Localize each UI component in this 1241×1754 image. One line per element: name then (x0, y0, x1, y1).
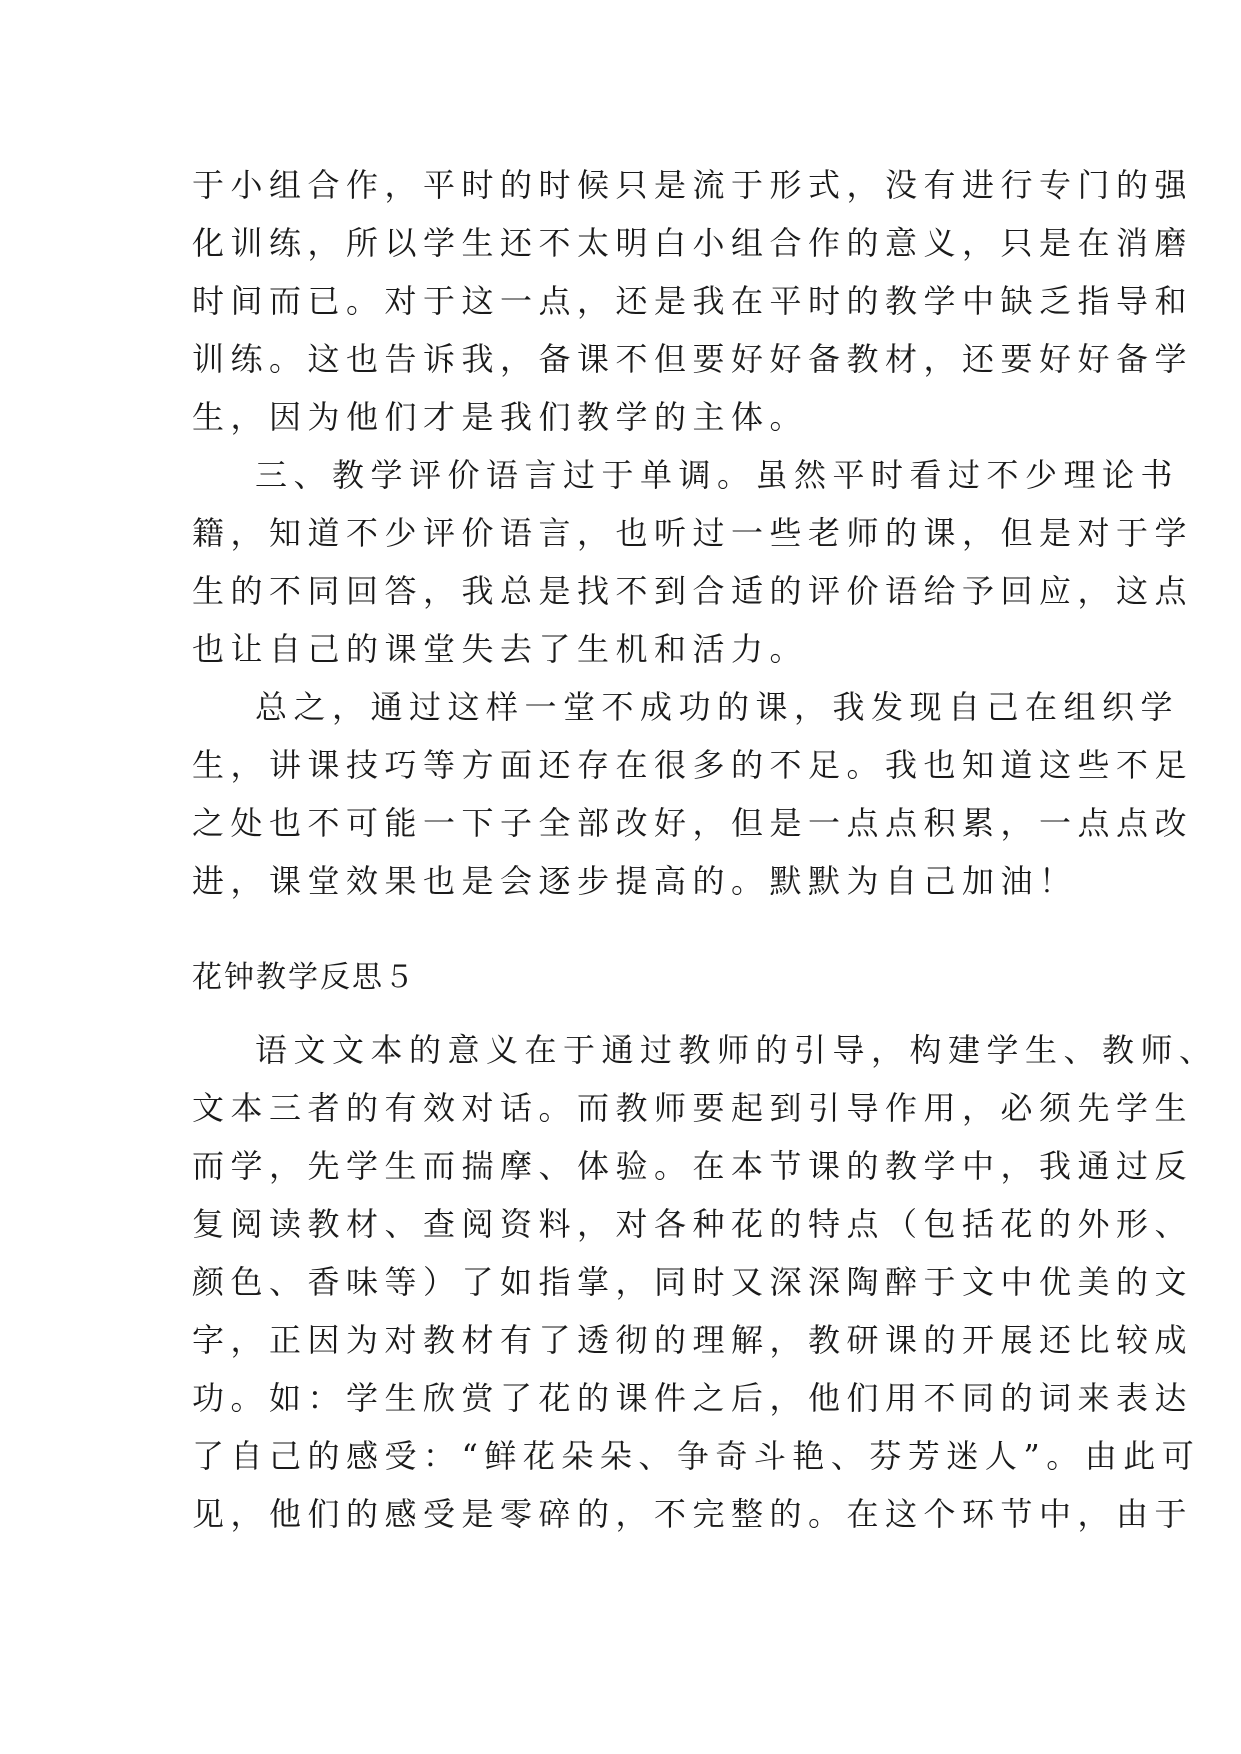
paragraph-line: 总之，通过这样一堂不成功的课，我发现自己在组织学 (255, 688, 1180, 726)
paragraph-line: 语文文本的意义在于通过教师的引导，构建学生、教师、 (255, 1031, 1218, 1069)
paragraph-line: 训练。这也告诉我，备课不但要好好备教材，还要好好备学 (192, 340, 1194, 378)
paragraph-line: 字，正因为对教材有了透彻的理解，教研课的开展还比较成 (192, 1321, 1194, 1359)
paragraph-line: 化训练，所以学生还不太明白小组合作的意义，只是在消磨 (192, 224, 1194, 262)
paragraph-line: 也让自己的课堂失去了生机和活力。 (192, 630, 809, 668)
paragraph-line: 生，讲课技巧等方面还存在很多的不足。我也知道这些不足 (192, 746, 1194, 784)
paragraph-line: 进，课堂效果也是会逐步提高的。默默为自己加油！ (192, 862, 1078, 900)
paragraph-line: 生的不同回答，我总是找不到合适的评价语给予回应，这点 (192, 572, 1194, 610)
paragraph-line: 了自己的感受：“鲜花朵朵、争奇斗艳、芬芳迷人”。由此可 (192, 1437, 1201, 1475)
section-5-body (192, 1021, 1218, 1543)
paragraph-line: 时间而已。对于这一点，还是我在平时的教学中缺乏指导和 (192, 282, 1194, 320)
paragraph-line: 生，因为他们才是我们教学的主体。 (192, 398, 809, 436)
paragraph-line: 之处也不可能一下子全部改好，但是一点点积累，一点点改 (192, 804, 1194, 842)
paragraph-line: 见，他们的感受是零碎的，不完整的。在这个环节中，由于 (192, 1495, 1194, 1533)
section-heading: 花钟教学反思５ (192, 960, 416, 995)
paragraph-line: 于小组合作，平时的时候只是流于形式，没有进行专门的强 (192, 166, 1194, 204)
previous-section-body (192, 156, 1194, 910)
paragraph-line: 而学，先学生而揣摩、体验。在本节课的教学中，我通过反 (192, 1147, 1194, 1185)
paragraph-line: 文本三者的有效对话。而教师要起到引导作用，必须先学生 (192, 1089, 1194, 1127)
paragraph-line: 颜色、香味等）了如指掌，同时又深深陶醉于文中优美的文 (192, 1263, 1194, 1301)
paragraph-line: 复阅读教材、查阅资料，对各种花的特点（包括花的外形、 (192, 1205, 1194, 1243)
paragraph-line: 籍，知道不少评价语言，也听过一些老师的课，但是对于学 (192, 514, 1194, 552)
paragraph-line: 三、教学评价语言过于单调。虽然平时看过不少理论书 (255, 456, 1180, 494)
paragraph-line: 功。如：学生欣赏了花的课件之后，他们用不同的词来表达 (192, 1379, 1194, 1417)
